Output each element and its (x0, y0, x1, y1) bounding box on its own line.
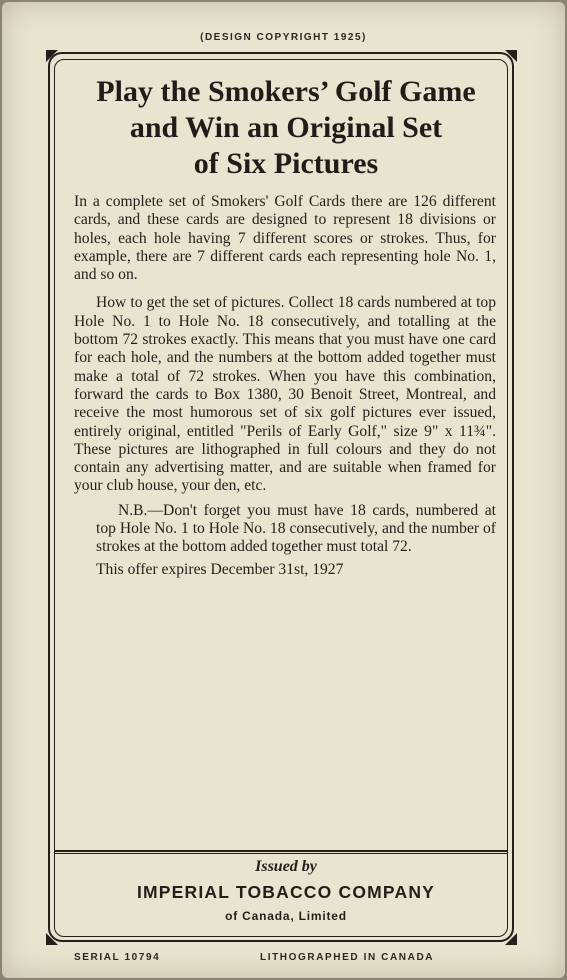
lithographed-note: LITHOGRAPHED IN CANADA (260, 952, 435, 963)
title-line: Play the Smokers’ Golf Game (96, 75, 476, 108)
instructions-paragraph: How to get the set of pictures. Collect 18 cards numbered at top Hole No. 1 to Hole No. 18 consecutively, and totalling at the bottom 72 strokes exactly. This means that you must have one card for each hole, and the numbers at the bottom added together must make a total of 72 strokes. When you have this combination, forward the cards to Box 1380, 30 Benoit Street, Montreal, and receive the most humorous set of six golf pictures ever issued, entirely original, entitled "Perils of Early Golf," size 9" x 11¾". These pictures are lithographed in full colours and they do not contain any advertising matter, and are suitable when framed for your club house, your den, etc. (74, 294, 496, 495)
title-line: of Six Pictures (193, 147, 379, 180)
intro-paragraph: In a complete set of Smokers' Golf Cards there are 126 different cards, and these cards are designed to represent 18 divisions or holes, each hole having 7 different scores or strokes. Thus, for example, there are 7 different cards each representing hole No. 1, and so on. (74, 193, 496, 284)
company-subtitle: of Canada, Limited (225, 909, 347, 923)
company-name: IMPERIAL TOBACCO COMPANY (136, 882, 436, 902)
copyright-notice: (DESIGN COPYRIGHT 1925) (200, 32, 367, 43)
page-title (54, 74, 518, 182)
serial-number: SERIAL 10794 (74, 952, 161, 963)
offer-expiry: This offer expires December 31st, 1927 (96, 560, 344, 578)
divider (55, 850, 507, 852)
nota-bene-paragraph: N.B.—Don't forget you must have 18 cards, numbered at top Hole No. 1 to Hole No. 18 consecutively, and the number of strokes at the bottom added together must total 72. (96, 501, 496, 556)
rules-text (74, 193, 496, 579)
title-line: and Win an Original Set (129, 111, 443, 144)
divider (55, 853, 507, 854)
card (2, 2, 565, 978)
issued-by-label: Issued by (255, 858, 317, 875)
